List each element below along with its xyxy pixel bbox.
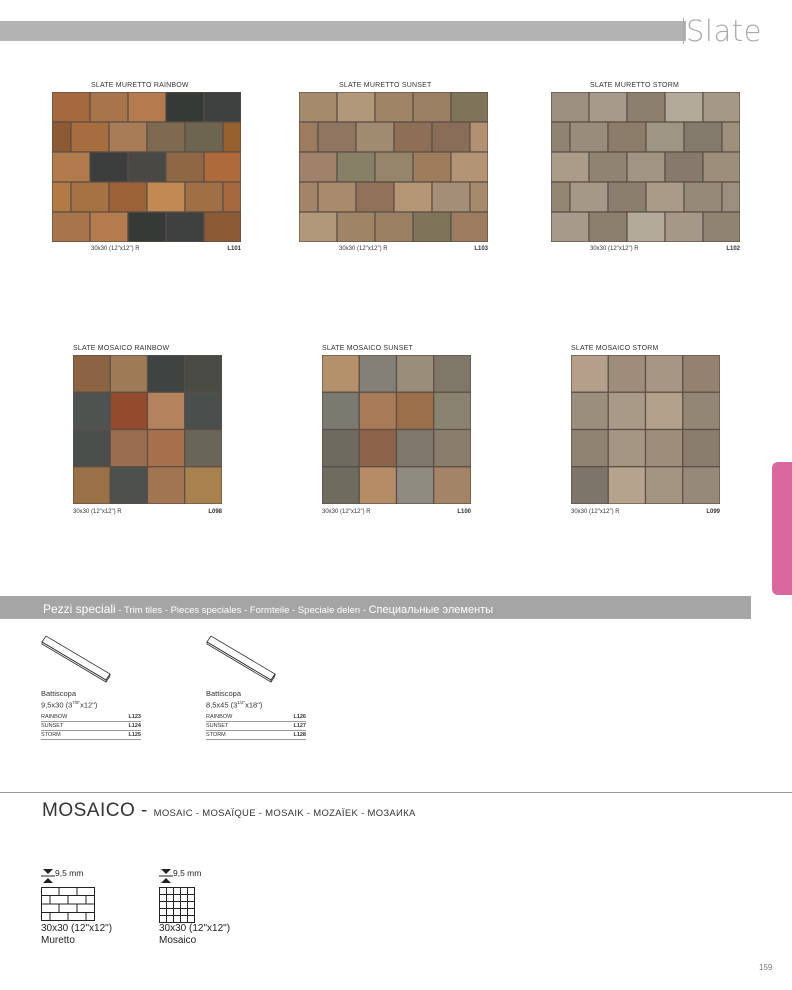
tile-piece (52, 182, 71, 212)
tile-piece (322, 430, 359, 467)
product-code: L102 (726, 246, 740, 252)
tile-piece (413, 212, 451, 242)
tile-piece (148, 467, 185, 504)
tile-piece (71, 122, 109, 152)
tile-image-muretto-storm (551, 92, 740, 242)
tile-piece (299, 92, 337, 122)
tile-piece (337, 92, 375, 122)
tile-piece (703, 212, 740, 242)
tile-piece (109, 182, 147, 212)
thickness-value: 9,5 mm (55, 868, 84, 878)
brick-pattern-icon (41, 887, 95, 921)
tile-piece (148, 392, 185, 429)
format-label: Mosaico (159, 935, 197, 946)
tile-piece (356, 122, 394, 152)
tile-piece (110, 392, 147, 429)
tile-piece (570, 182, 608, 212)
trim-section-header (0, 596, 751, 619)
tile-piece (451, 152, 488, 182)
product-size: 30x30 (12"x12") R (91, 246, 140, 252)
tile-piece (322, 355, 359, 392)
tile-piece (646, 355, 683, 392)
tile-piece (52, 92, 90, 122)
table-row: RAINBOW L123 (41, 713, 141, 720)
tile-piece (571, 392, 608, 429)
format-caption (41, 923, 112, 947)
tile-piece (318, 182, 356, 212)
product-mosaico-sunset (322, 345, 512, 352)
tile-piece (185, 355, 222, 392)
trim-code-table (41, 713, 141, 740)
skirting-drawing-icon (205, 634, 277, 684)
tile-piece (432, 122, 470, 152)
trim-name: Battiscopa (206, 689, 242, 698)
tile-piece (627, 212, 665, 242)
trim-item (206, 689, 306, 740)
section-divider (0, 792, 792, 793)
tile-piece (551, 182, 570, 212)
product-code: L098 (208, 509, 222, 515)
tile-piece (73, 392, 110, 429)
section-tab[interactable] (772, 462, 792, 595)
tile-piece (683, 467, 720, 504)
tile-piece (646, 467, 683, 504)
tile-piece (110, 355, 147, 392)
tile-piece (703, 92, 740, 122)
tile-piece (397, 467, 434, 504)
tile-piece (722, 182, 740, 212)
tile-piece (627, 152, 665, 182)
tile-piece (359, 467, 396, 504)
tile-piece (394, 182, 432, 212)
tile-piece (52, 122, 71, 152)
tile-piece (73, 467, 110, 504)
table-row: SUNSET L127 (206, 722, 306, 729)
tile-piece (204, 152, 241, 182)
product-name: SLATE MURETTO STORM (590, 82, 679, 89)
tile-piece (128, 152, 166, 182)
tile-piece (147, 122, 185, 152)
tile-piece (110, 467, 147, 504)
product-muretto-storm (590, 82, 780, 89)
product-name: SLATE MURETTO RAINBOW (91, 82, 189, 89)
trim-item (41, 689, 141, 740)
table-row: STORM L128 (206, 731, 306, 738)
tile-piece (375, 152, 413, 182)
table-row: STORM L125 (41, 731, 141, 738)
tile-piece (589, 152, 627, 182)
trim-size: 8,5x45 $(3^{1/2"}x18")$ (206, 700, 263, 710)
tile-piece (684, 182, 722, 212)
tile-piece (470, 122, 488, 152)
tile-piece (608, 467, 645, 504)
trim-title-ru: Специальные элементы (368, 604, 494, 616)
tile-piece (413, 152, 451, 182)
tile-piece (148, 430, 185, 467)
tile-piece (359, 355, 396, 392)
tile-piece (703, 152, 740, 182)
product-name: SLATE MOSAICO STORM (571, 345, 659, 352)
tile-piece (110, 430, 147, 467)
tile-piece (299, 152, 337, 182)
tile-piece (394, 122, 432, 152)
product-code: L103 (474, 246, 488, 252)
tile-piece (166, 92, 204, 122)
tile-piece (318, 122, 356, 152)
trim-translations: - Trim tiles - Pieces speciales - Formteile - Speciale delen - (115, 605, 369, 616)
tile-piece (570, 122, 608, 152)
tile-piece (683, 392, 720, 429)
tile-piece (683, 355, 720, 392)
tile-image-mosaico-sunset (322, 355, 471, 504)
product-size: 30x30 (12"x12") R (339, 246, 388, 252)
product-name: SLATE MOSAICO SUNSET (322, 345, 413, 352)
product-size: 30x30 (12"x12") R (571, 509, 620, 515)
thickness-icon (41, 868, 55, 884)
tile-image-muretto-sunset (299, 92, 488, 242)
tile-piece (185, 122, 223, 152)
trim-name: Battiscopa (41, 689, 77, 698)
tile-piece (185, 467, 222, 504)
tile-piece (52, 152, 90, 182)
tile-piece (434, 392, 471, 429)
tile-piece (359, 392, 396, 429)
format-size: 30x30 (12"x12") (41, 923, 113, 934)
tile-piece (665, 92, 703, 122)
product-size: 30x30 (12"x12") R (322, 509, 371, 515)
tile-piece (434, 430, 471, 467)
collection-title: Slate (686, 14, 762, 48)
tile-piece (375, 212, 413, 242)
product-mosaico-rainbow (73, 345, 263, 352)
product-code: L101 (227, 246, 241, 252)
mosaic-section-title (42, 800, 416, 822)
product-size: 30x30 (12"x12") R (73, 509, 122, 515)
tile-piece (434, 355, 471, 392)
tile-piece (665, 152, 703, 182)
tile-piece (128, 92, 166, 122)
tile-piece (608, 182, 646, 212)
tile-piece (608, 392, 645, 429)
product-muretto-rainbow (91, 82, 281, 89)
tile-piece (683, 430, 720, 467)
tile-piece (185, 430, 222, 467)
trim-title: Pezzi speciali (43, 602, 116, 616)
thickness-icon (159, 868, 173, 884)
tile-piece (166, 212, 204, 242)
tile-piece (397, 430, 434, 467)
table-row: RAINBOW L126 (206, 713, 306, 720)
format-label: Muretto (41, 935, 75, 946)
tile-piece (646, 122, 684, 152)
product-name: SLATE MOSAICO RAINBOW (73, 345, 170, 352)
mosaic-translations: MOSAIC - MOSAÏQUE - MOSAIK - MOZAÏEK - МОЗАИКА (153, 808, 416, 819)
product-muretto-sunset (339, 82, 529, 89)
tile-piece (109, 122, 147, 152)
tile-piece (608, 430, 645, 467)
thickness-value: 9,5 mm (173, 868, 202, 878)
trim-code-table (206, 713, 306, 740)
tile-image-mosaico-storm (571, 355, 720, 504)
tile-piece (337, 212, 375, 242)
tile-piece (90, 212, 128, 242)
tile-piece (90, 92, 128, 122)
tile-piece (223, 122, 241, 152)
tile-piece (434, 467, 471, 504)
tile-piece (684, 122, 722, 152)
tile-piece (665, 212, 703, 242)
tile-piece (73, 355, 110, 392)
tile-piece (551, 92, 589, 122)
table-row: SUNSET L124 (41, 722, 141, 729)
grid-pattern-icon (159, 887, 195, 923)
tile-piece (204, 212, 241, 242)
tile-piece (397, 392, 434, 429)
tile-piece (299, 182, 318, 212)
product-code: L100 (457, 509, 471, 515)
tile-piece (451, 212, 488, 242)
tile-image-mosaico-rainbow (73, 355, 222, 504)
tile-piece (356, 182, 394, 212)
tile-piece (571, 467, 608, 504)
format-size: 30x30 (12"x12") (159, 923, 231, 934)
tile-piece (322, 467, 359, 504)
tile-piece (551, 212, 589, 242)
tile-piece (148, 355, 185, 392)
tile-piece (359, 430, 396, 467)
page-number: 159 (759, 963, 773, 972)
skirting-drawing-icon (40, 634, 112, 684)
tile-piece (432, 182, 470, 212)
trim-size: 9,5x30 $(3^{7/8"}x12")$ (41, 700, 98, 710)
tile-piece (73, 430, 110, 467)
tile-piece (646, 392, 683, 429)
tile-piece (571, 355, 608, 392)
tile-piece (299, 212, 337, 242)
header-bar (0, 21, 686, 41)
tile-piece (90, 152, 128, 182)
tile-piece (589, 92, 627, 122)
product-name: SLATE MURETTO SUNSET (339, 82, 432, 89)
product-size: 30x30 (12"x12") R (590, 246, 639, 252)
tile-piece (451, 92, 488, 122)
tile-piece (470, 182, 488, 212)
tile-piece (322, 392, 359, 429)
format-caption (159, 923, 230, 947)
tile-piece (722, 122, 740, 152)
tile-piece (204, 92, 241, 122)
tile-piece (608, 355, 645, 392)
tile-piece (551, 152, 589, 182)
tile-piece (185, 182, 223, 212)
tile-piece (147, 182, 185, 212)
tile-piece (571, 430, 608, 467)
product-mosaico-storm (571, 345, 761, 352)
tile-piece (166, 152, 204, 182)
tile-piece (185, 392, 222, 429)
tile-piece (375, 92, 413, 122)
tile-piece (646, 430, 683, 467)
tile-piece (52, 212, 90, 242)
tile-piece (337, 152, 375, 182)
tile-piece (551, 122, 570, 152)
tile-piece (589, 212, 627, 242)
product-code: L099 (706, 509, 720, 515)
tile-piece (299, 122, 318, 152)
tile-piece (71, 182, 109, 212)
tile-piece (223, 182, 241, 212)
tile-image-muretto-rainbow (52, 92, 241, 242)
mosaic-title: MOSAICO - (42, 800, 154, 821)
tile-piece (413, 92, 451, 122)
tile-piece (608, 122, 646, 152)
tile-piece (627, 92, 665, 122)
tile-piece (397, 355, 434, 392)
tile-piece (128, 212, 166, 242)
tile-piece (646, 182, 684, 212)
